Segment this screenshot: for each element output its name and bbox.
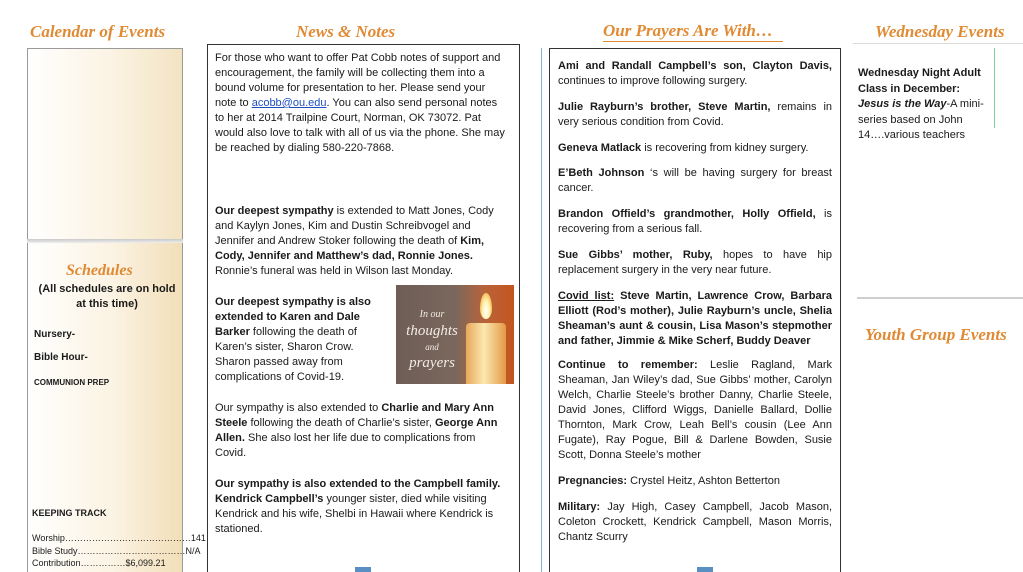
news-paragraph [215, 204, 505, 279]
news-text: Our sympathy is also extended to [215, 402, 382, 414]
image-caption [402, 307, 462, 371]
email-link[interactable]: acobb@ou.edu [251, 97, 327, 109]
news-text: younger sister, died while visiting Kendrick and his wife, Shelbi in Hawaii where Kendrick is stationed. [215, 493, 494, 535]
covid-list-names: Steve Martin, Lawrence Crow, Barbara Elliott (Rod’s mother), Julie Rayburn’s uncle, Shelia Sheaman’s aunt & cousin, Lisa Mason’s stepmother and father, Jimmie & Mike Scherf, Buddy Deaver [558, 290, 833, 347]
flame-icon [480, 293, 492, 319]
keeping-track-row [32, 533, 206, 543]
military-label: Military: [558, 501, 601, 513]
news-paragraph [215, 295, 375, 385]
news-text: following the death of Charlie’s sister, [247, 417, 435, 429]
news-bold: Our deepest sympathy is also extended to Karen and Dale Barker [215, 296, 371, 338]
prayer-name: Ami and Randall Campbell’s son, Clayton Davis, [558, 60, 832, 72]
prayer-item [558, 207, 832, 237]
news-bold: Our sympathy is also extended to the Campbell family. Kendrick Campbell’s [215, 478, 501, 505]
youth-header: Youth Group Events [865, 325, 1007, 344]
schedule-communion-prep: COMMUNION PREP [34, 378, 110, 387]
prayer-name: Geneva Matlack [558, 142, 642, 154]
layout-guide [541, 48, 542, 572]
keeping-track-title: KEEPING TRACK [32, 508, 107, 518]
news-text: following the death of Karen’s sister, Sharon Crow. Sharon passed away from complications of Covid-19. [215, 326, 357, 383]
calendar-header: Calendar of Events [30, 22, 166, 41]
prayer-text: hopes to have hip replacement surgery in the very near future. [558, 249, 832, 276]
keeping-track-label: Worship…………………………………… [32, 533, 191, 543]
military-names: Jay High, Casey Campbell, Jacob Mason, Coleton Crockett, Kendrick Campbell, Mason Morris, Chantz Scurry [558, 501, 832, 543]
layout-handle[interactable] [697, 567, 713, 572]
prayers-header: Our Prayers Are With… [603, 21, 773, 40]
wednesday-top-rule [853, 43, 1023, 44]
keeping-track-value: 141 [190, 533, 206, 543]
news-text: She also lost her life due to complications from Covid. [215, 432, 476, 459]
prayer-text: remains in very serious condition from Covid. [558, 101, 832, 128]
news-bold: Our deepest sympathy [215, 205, 334, 217]
schedules-note: (All schedules are on hold at this time) [38, 283, 176, 310]
news-bold: Charlie and Mary Ann Steele [215, 402, 494, 429]
layout-guide [994, 48, 995, 128]
prayer-item [558, 100, 832, 130]
news-text: For those who want to offer Pat Cobb notes of support and encouragement, the family will be collecting them into a bound volume for presentation to her. Please send your note to [215, 52, 501, 109]
prayers-column [549, 48, 841, 572]
prayer-item [558, 248, 832, 278]
keeping-track-row [32, 546, 201, 556]
prayer-name: E’Beth Johnson [558, 167, 645, 179]
news-paragraph [215, 401, 505, 461]
keeping-track-value: N/A [185, 546, 201, 556]
thoughts-and-prayers-image [396, 285, 514, 384]
news-paragraph [215, 51, 505, 156]
prayer-item [558, 59, 832, 89]
remember-names: Leslie Ragland, Mark Sheaman, Jan Wiley’s dad, Sue Gibbs’ mother, Carolyn Welch, Charlie Steele’s brother Danny, Charlie Steele, David Jones, Clifford Wiggs, Danielle Ballard, Dollie Thornton, Mark Crow, Leah Bell’s cousin (Lee Ann Fugate), Ray Pogue, Bill & Darlene Bowden, Susie Scott, Donna Steele’s mother [558, 359, 832, 461]
prayers-header-underline [603, 41, 783, 42]
keeping-track-value: $6,099.21 [125, 558, 166, 568]
covid-list-label: Covid list: [558, 290, 615, 302]
prayer-name: Sue Gibbs’ mother, Ruby, [558, 249, 713, 261]
news-paragraph [215, 477, 505, 537]
schedules-title: Schedules [66, 262, 133, 279]
schedule-nursery: Nursery- [34, 329, 76, 340]
wednesday-content [858, 66, 998, 144]
image-text: and [425, 342, 439, 352]
news-text: . You can also send personal notes to her at 2014 Trailpine Court, Norman, OK 73072. Pat would also love to talk with all of us via the phone. She may be reached by dialing 580-220-7868. [215, 97, 505, 154]
image-text: prayers [409, 355, 455, 371]
remember-list [558, 358, 832, 463]
wednesday-series: Jesus is the Way [858, 98, 947, 110]
prayer-item [558, 166, 832, 196]
image-text: thoughts [406, 323, 458, 339]
prayer-item [558, 141, 832, 156]
news-bold: Kim, Cody, Jennifer and Matthew’s dad, Ronnie Jones. [215, 235, 485, 262]
wednesday-header: Wednesday Events [875, 22, 1005, 41]
news-bold: George Ann Allen. [215, 417, 498, 444]
prayer-text: is recovering from kidney surgery. [641, 142, 809, 154]
wednesday-class-title: Wednesday Night Adult Class in December: [858, 67, 981, 95]
prayer-text: is recovering from a serious fall. [558, 208, 833, 235]
keeping-track-row [32, 558, 166, 568]
remember-label: Continue to remember: [558, 359, 698, 371]
image-text: In our [419, 309, 445, 320]
prayer-text: continues to improve following surgery. [558, 75, 748, 87]
pregnancies-names: Crystel Heitz, Ashton Betterton [627, 475, 780, 487]
candle-icon [466, 323, 506, 384]
covid-list [558, 289, 832, 349]
youth-divider [857, 297, 1023, 299]
prayer-text: ‘s will be having surgery for breast cancer. [558, 167, 832, 194]
wednesday-description: -A mini-series based on John 14….various teachers [858, 98, 984, 141]
news-text: Ronnie’s funeral was held in Wilson last Monday. [215, 265, 454, 277]
news-text: is extended to Matt Jones, Cody and Kaylyn Jones, Kim and Dustin Schreibvogel and Jennifer and Andrew Stoker following the death of [215, 205, 494, 247]
schedule-bible-hour: Bible Hour- [34, 352, 88, 363]
prayer-name: Julie Rayburn’s brother, Steve Martin, [558, 101, 771, 113]
prayer-name: Brandon Offield’s grandmother, Holly Offield, [558, 208, 816, 220]
keeping-track-label: Bible Study……………………………… [32, 546, 186, 556]
layout-handle[interactable] [355, 567, 371, 572]
military [558, 500, 832, 545]
keeping-track-label: Contribution…………… [32, 558, 126, 568]
pregnancies-label: Pregnancies: [558, 475, 628, 487]
pregnancies [558, 474, 832, 489]
calendar-panel [27, 48, 183, 241]
news-header: News & Notes [296, 22, 396, 41]
